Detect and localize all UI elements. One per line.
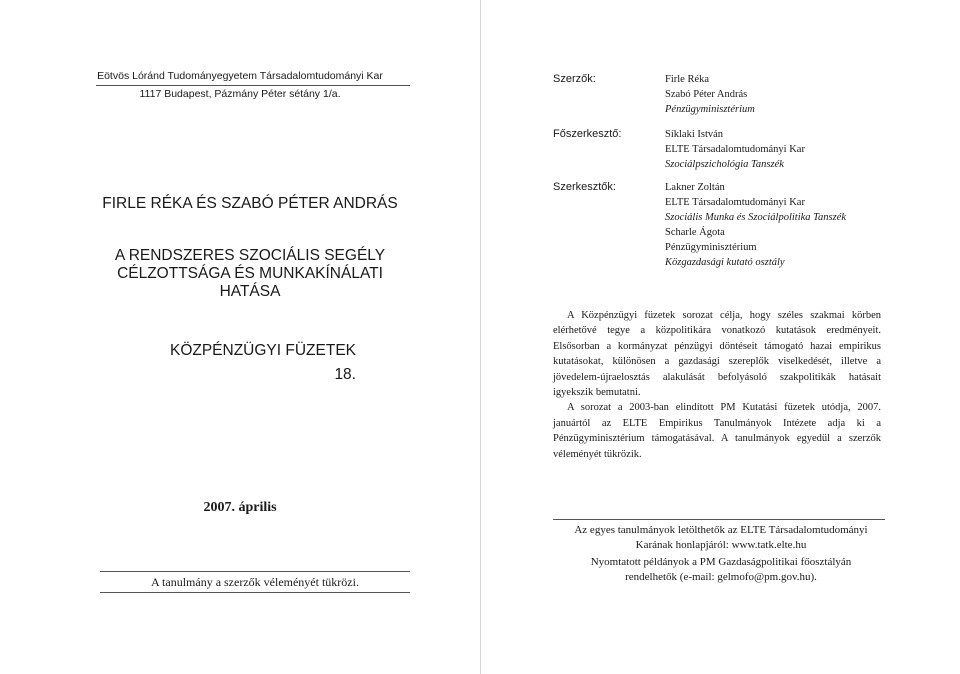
series-block <box>70 339 356 387</box>
series-name: KÖZPÉNZÜGYI FÜZETEK <box>169 342 356 359</box>
book-title <box>70 247 430 301</box>
book-title-line: HATÁSA <box>219 283 281 300</box>
description-paragraph: A sorozat a 2003-ban elindított PM Kutatási füzetek utódja, 2007. januártól az ELTE Empirikus Tanulmányok Intézete adja ki a Pénzügyminisztérium támogatásával. A tanulmányok egyedül a szerzők véleményét tükrözik. <box>553 402 881 460</box>
book-title-line: A RENDSZERES SZOCIÁLIS SEGÉLY <box>114 247 386 264</box>
editor-department: Szociális Munka és Szociálpolitika Tanszék <box>665 212 847 223</box>
description-paragraph: A Közpénzügyi füzetek sorozat célja, hogy széles szakmai körben elérhetővé tegye a közpolitikára vonatkozó kutatások eredményeit. Elsősorban a kormányzat pénzügyi döntéseit támogató hazai empirikus kutatásokat, különösen a gazdasági szereplők viselkedését, illetve a jövedelem-újraelosztás alakulását befolyásoló szakpolitikák hatásait igyekszik bemutatni. <box>553 310 881 399</box>
institution-name: Eötvös Lóránd Tudományegyetem Társadalomtudományi Kar <box>97 70 383 82</box>
footnote-rule-bottom <box>100 592 410 593</box>
editor-affiliation: Pénzügyminisztérium <box>665 242 757 253</box>
right-page <box>481 0 960 674</box>
print-line: Nyomtatott példányok a PM Gazdaságpolitikai főosztályán <box>590 556 852 568</box>
download-note <box>551 523 891 553</box>
editors-label: Szerkesztők: <box>553 181 616 193</box>
editor-department: Közgazdasági kutató osztály <box>665 257 785 268</box>
author-name: Szabó Péter András <box>665 89 748 100</box>
authors-label: Szerzők: <box>553 73 596 85</box>
download-line: Karának honlapjáról: www.tatk.elte.hu <box>635 539 807 551</box>
series-description <box>553 308 881 462</box>
disclaimer: A tanulmány a szerzők véleményét tükrözi. <box>151 575 359 589</box>
editor-name: Síklaki István <box>665 129 724 140</box>
author-affiliation: Pénzügyminisztérium <box>665 104 755 115</box>
print-line: rendelhetők (e-mail: gelmofo@pm.gov.hu). <box>625 571 817 583</box>
download-line: Az egyes tanulmányok letölthetők az ELTE Társadalomtudományi <box>574 524 868 536</box>
editor-name: Lakner Zoltán <box>665 182 725 193</box>
series-number: 18. <box>334 366 356 383</box>
author-name: Firle Réka <box>665 74 710 85</box>
editor-name: Scharle Ágota <box>665 227 725 238</box>
publication-date: 2007. április <box>203 500 277 515</box>
editor-in-chief-label: Főszerkesztő: <box>553 128 622 140</box>
footnote-rule-top <box>100 571 410 572</box>
editor-in-chief-info <box>665 127 805 172</box>
editor-department: Szociálpszichológia Tanszék <box>665 159 784 170</box>
editor-affiliation: ELTE Társadalomtudományi Kar <box>665 197 805 208</box>
editor-affiliation: ELTE Társadalomtudományi Kar <box>665 144 805 155</box>
footer-rule <box>553 519 885 520</box>
institution-divider <box>96 85 410 86</box>
editors-info <box>665 180 846 270</box>
institution-address: 1117 Budapest, Pázmány Péter sétány 1/a. <box>139 88 341 100</box>
authors-info <box>665 72 755 117</box>
print-order-note <box>551 555 891 585</box>
authors-heading: FIRLE RÉKA ÉS SZABÓ PÉTER ANDRÁS <box>102 195 398 212</box>
book-title-line: CÉLZOTTSÁGA ÉS MUNKAKÍNÁLATI <box>117 265 383 282</box>
